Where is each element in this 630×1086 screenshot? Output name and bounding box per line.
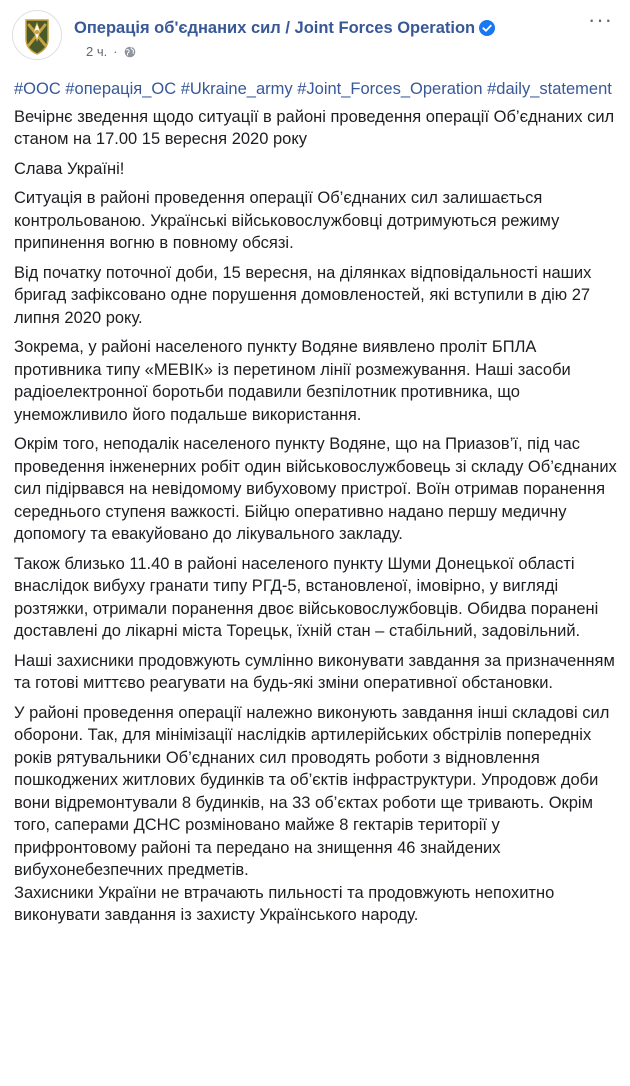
page-name-text[interactable]: Операція об'єднаних сил / Joint Forces Operation — [74, 19, 476, 37]
situation-paragraph: Ситуація в районі проведення операції Об’єднаних сил залишається контрольованою. Українські військовослужбовці дотримуються режиму припинення вогню в повному обсязі. — [14, 189, 560, 252]
hashtag-link[interactable]: #Ukraine_army — [180, 80, 293, 98]
verified-badge-icon — [479, 20, 495, 36]
defenders-paragraph: Наші захисники продовжують сумлінно виконувати завдання за призначенням та готові миттєво реагувати на будь-які зміни оперативної обстановки. — [14, 651, 615, 692]
more-options-button[interactable] — [588, 7, 613, 32]
hashtag-list — [14, 78, 622, 101]
injury-vodiane-paragraph: Окрім того, неподалік населеного пункту Водяне, що на Приазов’ї, під час проведення інженерних робіт один військовослужбовець зі складу Об’єднаних сил підірвався на невідомому вибуховому пристрої. Воїн отримав поранення середнього ступеня важкості. Бійцю оперативно надано першу медичну допомогу та евакуйовано до лікувального закладу. — [14, 435, 617, 543]
post-timestamp[interactable]: 2 ч. — [86, 44, 108, 59]
page-name-link[interactable] — [74, 18, 495, 38]
injury-shumy-paragraph: Також близько 11.40 в районі населеного пункту Шуми Донецької області внаслідок вибуху гранати типу РГД-5, встановленої, імовірно, у вигляді розтяжки, отримали поранення двоє військовослужбовців. Обидва поранені доставлені до лікарні міста Торецьк, їхній стан – стабільний, задовільний. — [14, 554, 599, 640]
page-avatar[interactable] — [12, 10, 62, 60]
post-meta — [86, 44, 136, 60]
hashtag-link[interactable]: #Joint_Forces_Operation — [297, 80, 483, 98]
post-body — [14, 78, 622, 927]
more-options-icon: ··· — [588, 7, 613, 32]
hashtag-link[interactable]: #операція_ОС — [65, 80, 177, 98]
meta-separator: · — [113, 44, 118, 59]
globe-icon[interactable] — [124, 46, 136, 58]
greeting-paragraph: Слава Україні! — [14, 159, 125, 178]
hashtag-link[interactable]: #daily_statement — [487, 80, 612, 98]
drone-paragraph: Зокрема, у районі населеного пункту Водяне виявлено проліт БПЛА противника типу «МЕВІК» із перетином лінії розмежування. Наші засоби радіоелектронної боротьби подавили безпілотник противника, що унеможливило його подальше використання. — [14, 338, 571, 424]
post-header — [0, 0, 630, 76]
hashtag-link[interactable]: #ООС — [14, 80, 61, 98]
violations-paragraph: Від початку поточної доби, 15 вересня, на ділянках відповідальності наших бригад зафіксовано одне порушення домовленостей, які вступили в дію 27 липня 2020 року. — [14, 263, 592, 327]
joint-forces-emblem-icon — [13, 11, 61, 59]
rescuers-paragraph: У районі проведення операції належно виконують завдання інші складові сил оборони. Так, для мінімізації наслідків артилерійських обстрілів попередніх років рятувальники Об’єднаних сил проводять роботи з відновлення пошкоджених житлових будинків та об’єктів інфраструктури. Упродовж доби вони відремонтували 8 будинків, на 33 об’єктах роботи ще тривають. Окрім того, саперами ДСНС розміновано майже 8 гектарів території у прифронтовому районі та передано на знищення 46 знайдених вибухонебезпечних предметів. — [14, 703, 610, 879]
closing-paragraph: Захисники України не втрачають пильності та продовжують непохитно виконувати завдання із захисту Українського народу. — [14, 883, 555, 924]
statement-title: Вечірнє зведення щодо ситуації в районі проведення операції Об’єднаних сил станом на 17.00 15 вересня 2020 року — [14, 107, 615, 148]
